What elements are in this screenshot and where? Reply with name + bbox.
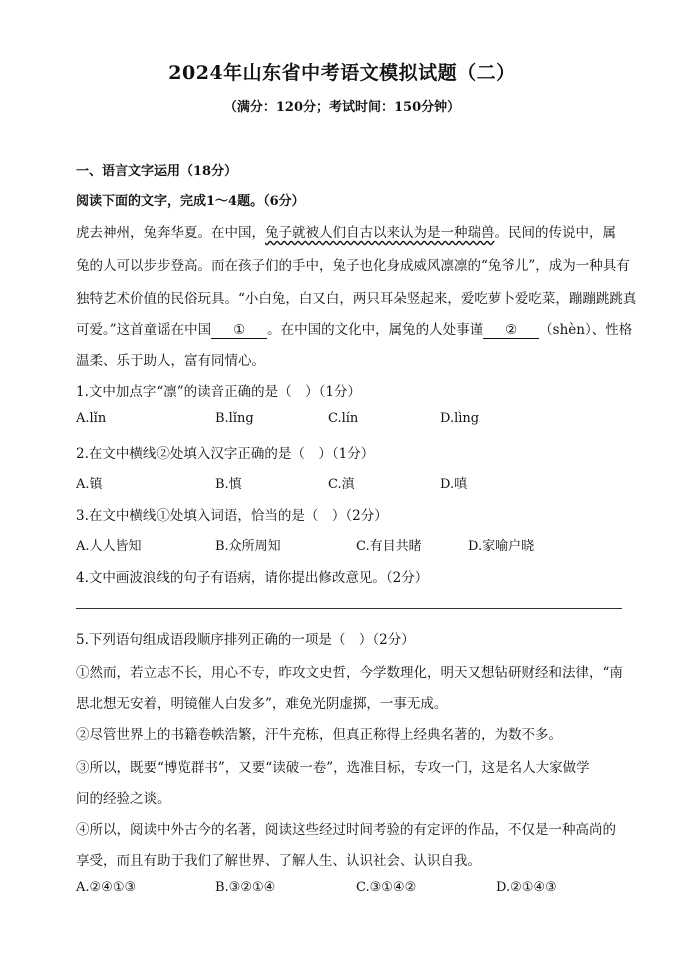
q2-option-a[interactable]: A.镇 — [76, 477, 103, 492]
question-4-stem: 4.文中画波浪线的句子有语病，请你提出修改意见。（2分） — [76, 570, 429, 586]
q5-sentence-3-line-2: 问的经验之谈。 — [76, 791, 171, 807]
passage-text: 可爱。”这首童谣在中国 — [76, 322, 212, 338]
q5-sentence-4-line-1: ④所以，阅读中外古今的名著，阅读这些经过时间考验的有定评的作品，不仅是一种高尚的 — [76, 822, 616, 838]
q1-option-c[interactable]: C.lín — [328, 411, 359, 426]
q3-option-a[interactable]: A.人人皆知 — [76, 539, 142, 554]
q2-option-d[interactable]: D.嗔 — [440, 477, 468, 492]
passage-text: 独特艺术价值的民俗玩具。“小白兔，白又白，两只耳朵竖起来，爱吃萝卜爱吃菜，蹦蹦跳跳真 — [76, 291, 637, 307]
q5-option-b[interactable]: B.③②①④ — [215, 880, 276, 895]
q5-sentence-1-line-2: 思北想无安着，明镜催人白发多”，难免光阴虚掷，一事无成。 — [76, 696, 448, 712]
q2-option-b[interactable]: B.慎 — [215, 477, 242, 492]
q1-option-b[interactable]: B.lǐng — [215, 411, 254, 426]
q1-option-d[interactable]: D.lìng — [440, 411, 480, 426]
q3-option-d[interactable]: D.家喻户晓 — [468, 539, 535, 554]
q5-sentence-2: ②尽管世界上的书籍卷帙浩繁，汗牛充栋，但真正称得上经典名著的，为数不多。 — [76, 727, 562, 743]
blank-2: ② — [483, 322, 539, 339]
passage-text: 。民间的传说中，属 — [494, 225, 616, 241]
q2-option-c[interactable]: C.滇 — [328, 477, 355, 492]
passage-text: 兔的人可以步步登高。而在孩子们的手中，兔子也化身成威风凛凛的“兔爷儿”，成为一种具有 — [76, 258, 630, 274]
q5-sentence-4-line-2: 享受，而且有助于我们了解世界、了解人生、认识社会、认识自我。 — [76, 853, 481, 869]
q5-option-c[interactable]: C.③①④② — [356, 880, 417, 895]
passage-line-5 — [76, 349, 636, 369]
q5-sentence-3-line-1: ③所以，既要“博览群书”，又要“读破一卷”，选准目标，专攻一门，这是名人大家做学 — [76, 760, 590, 776]
passage-text: 温柔、乐于助人，富有同情心。 — [76, 353, 265, 369]
passage-line-1 — [76, 221, 636, 241]
question-1-stem: 1.文中加点字“凛”的读音正确的是（ ）（1分） — [76, 384, 362, 400]
passage-text: 虎去神州，兔奔华夏。在中国， — [76, 225, 265, 241]
q3-option-b[interactable]: B.众所周知 — [215, 539, 281, 554]
blank-1: ① — [211, 322, 267, 339]
q5-sentence-1-line-1: ①然而，若立志不长，用心不专，昨攻文史哲，今学数理化，明天又想钻研财经和法律，“南 — [76, 665, 623, 681]
passage-line-2 — [76, 254, 636, 274]
question-2-stem: 2.在文中横线②处填入汉字正确的是（ ）（1分） — [76, 446, 375, 462]
question-3-stem: 3.在文中横线①处填入词语，恰当的是（ ）（2分） — [76, 508, 388, 524]
wavy-underlined-sentence: 兔子就被人们自古以来认为是一种瑞兽 — [265, 225, 495, 241]
q3-option-c[interactable]: C.有目共睹 — [356, 539, 422, 554]
passage-line-4 — [76, 318, 636, 339]
passage-line-3 — [76, 287, 636, 307]
q5-option-a[interactable]: A.②④①③ — [76, 880, 137, 895]
section-heading: 一、语言文字运用（18分） — [76, 164, 238, 179]
passage-text: 。在中国的文化中，属兔的人处事谨 — [267, 322, 484, 338]
q1-option-a[interactable]: A.lǐn — [76, 411, 107, 426]
question-5-stem: 5.下列语句组成语段顺序排列正确的一项是（ ）（2分） — [76, 632, 415, 648]
q5-option-d[interactable]: D.②①④③ — [496, 880, 557, 895]
answer-line[interactable] — [76, 608, 622, 609]
reading-instruction: 阅读下面的文字，完成1～4题。（6分） — [76, 194, 305, 209]
page-title: 2024年山东省中考语文模拟试题（二） — [168, 62, 516, 84]
passage-text: （shèn）、性格 — [539, 322, 633, 338]
page-subtitle: （满分：120分；考试时间：150分钟） — [223, 100, 461, 115]
